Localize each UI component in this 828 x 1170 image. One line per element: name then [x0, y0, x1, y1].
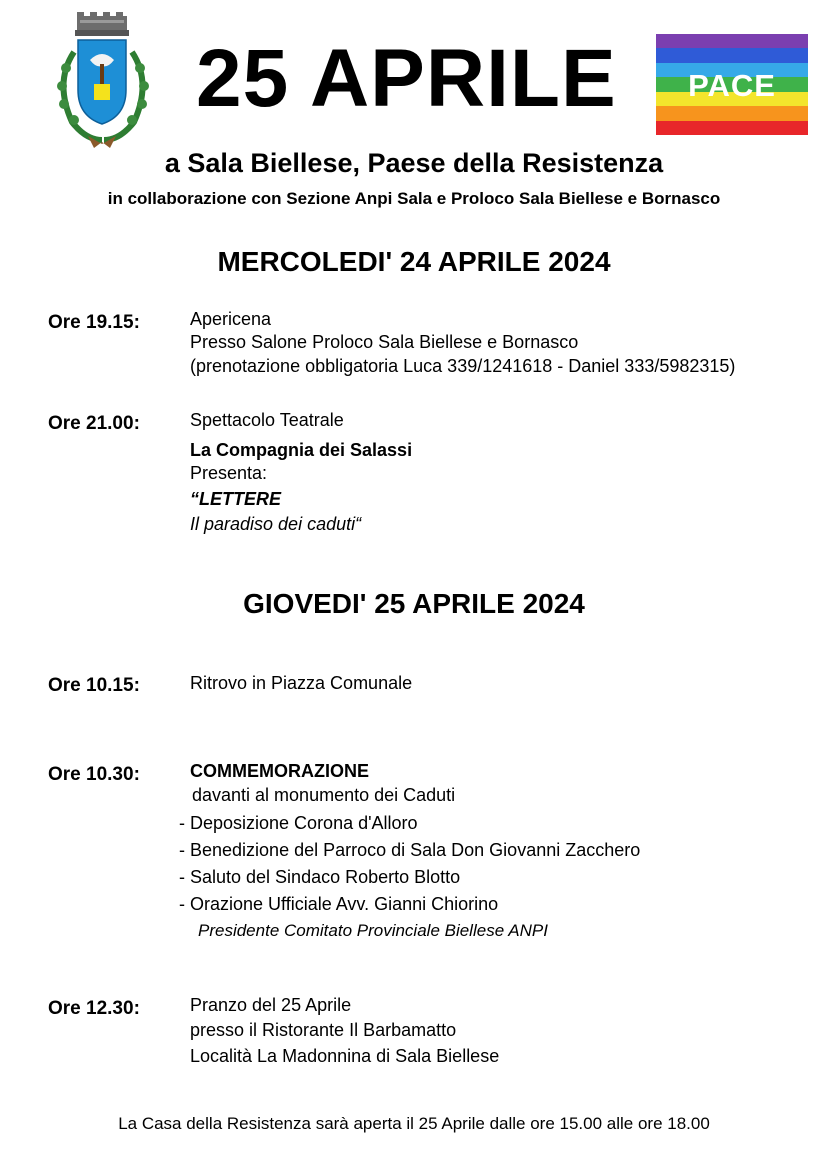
flag-stripe — [656, 48, 808, 62]
event-title: Spettacolo Teatrale — [190, 410, 344, 430]
event-address: Località La Madonnina di Sala Biellese — [190, 1046, 500, 1066]
event-time: Ore 10.15: — [48, 675, 140, 696]
event-title: COMMEMORAZIONE — [190, 761, 369, 781]
show-subtitle: Il paradiso dei caduti“ — [190, 514, 362, 534]
flag-stripe — [656, 121, 808, 135]
event-location: Presso Salone Proloco Sala Biellese e Bornasco — [190, 332, 579, 352]
company-name: La Compagnia dei Salassi — [190, 440, 413, 460]
footer-note: La Casa della Resistenza sarà aperta il 25 Aprile dalle ore 15.00 alle ore 18.00 — [118, 1114, 710, 1133]
day2-heading: GIOVEDI' 25 APRILE 2024 — [243, 588, 585, 619]
event-booking-note: (prenotazione obbligatoria Luca 339/1241618 - Daniel 333/5982315) — [190, 356, 736, 376]
programme-item: - Saluto del Sindaco Roberto Blotto — [179, 867, 461, 887]
subtitle: a Sala Biellese, Paese della Resistenza — [164, 148, 664, 178]
programme-item: - Deposizione Corona d'Alloro — [179, 813, 418, 833]
event-time: Ore 12.30: — [48, 998, 140, 1019]
flag-stripe — [656, 34, 808, 48]
flag-label: PACE — [688, 68, 776, 103]
programme-item: - Benedizione del Parroco di Sala Don Giovanni Zacchero — [179, 840, 641, 860]
speaker-role: Presidente Comitato Provinciale Biellese ANPI — [198, 921, 548, 940]
presents-label: Presenta: — [190, 463, 268, 483]
event-location: davanti al monumento dei Caduti — [192, 785, 456, 805]
municipal-crest-icon — [44, 12, 162, 152]
event-title: Pranzo del 25 Aprile — [190, 995, 352, 1015]
day1-heading: MERCOLEDI' 24 APRILE 2024 — [217, 246, 611, 277]
event-time: Ore 21.00: — [48, 413, 140, 434]
event-time: Ore 19.15: — [48, 312, 140, 333]
flag-stripe — [656, 106, 808, 120]
event-title: Apericena — [190, 309, 272, 329]
event-title: Ritrovo in Piazza Comunale — [190, 673, 413, 693]
page-title: 25 APRILE — [196, 33, 617, 124]
show-title: “LETTERE — [190, 489, 282, 509]
event-location: presso il Ristorante Il Barbamatto — [190, 1020, 457, 1040]
programme-item: - Orazione Ufficiale Avv. Gianni Chiorino — [179, 894, 499, 914]
event-time: Ore 10.30: — [48, 764, 140, 785]
collaboration-note: in collaborazione con Sezione Anpi Sala e Proloco Sala Biellese e Bornasco — [107, 189, 721, 208]
